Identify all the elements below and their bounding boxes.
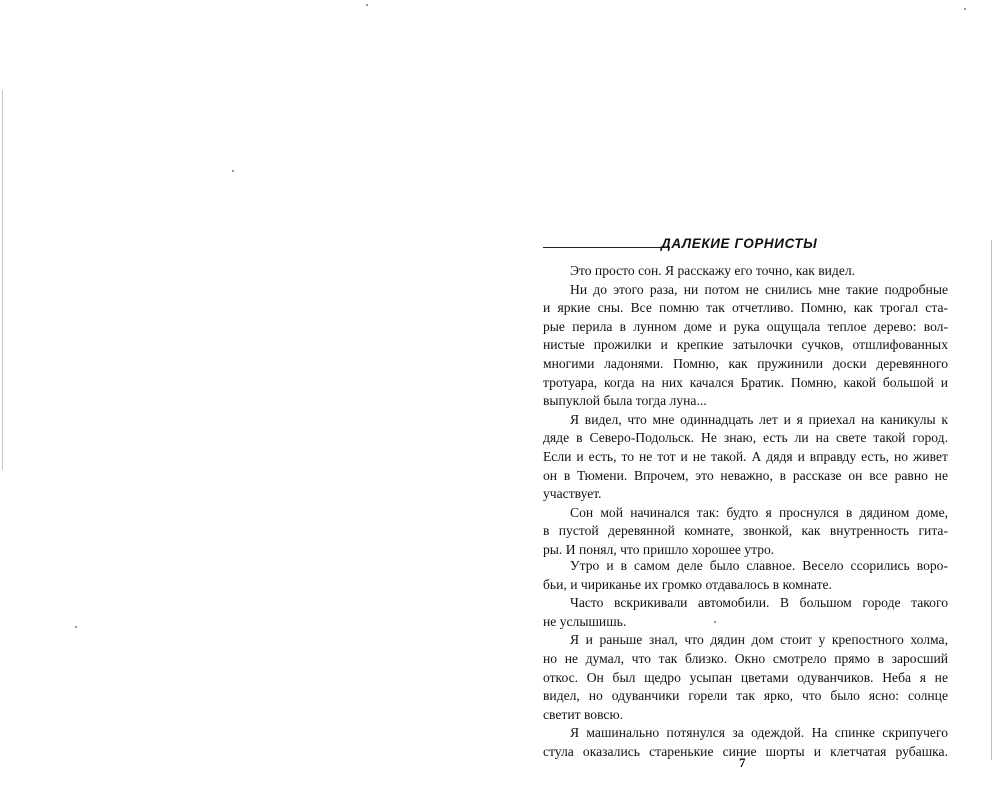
header-rule	[543, 247, 661, 248]
text-line: Я и раньше знал, что дядин дом стоит у крепостного холма,	[570, 632, 948, 648]
text-block-2	[543, 557, 948, 762]
text-line: светит вовсю.	[543, 706, 624, 722]
scan-speck	[964, 8, 966, 10]
text-line: Если и есть, то не тот и не такой. А дядя и вправду есть, но живет	[543, 448, 948, 464]
text-line: откос. Он был щедро усыпан цветами одуванчиков. Неба я не	[543, 669, 948, 685]
text-line: в пустой деревянной комнате, звонкой, как внутренность гита-	[543, 523, 948, 539]
text-line: многими ладонями. Помню, как пружинили доски деревянного	[543, 355, 948, 371]
text-line: нистые прожилки и крепкие затылочки сучков, отшлифованных	[543, 337, 948, 353]
text-line: Утро и в самом деле было славное. Весело ссорились воро-	[570, 558, 948, 573]
text-line: ры. И понял, что пришло хорошее утро.	[543, 541, 775, 557]
text-line: но не думал, что так близко. Окно смотрело прямо в заросший	[543, 650, 948, 666]
scan-speck	[366, 4, 368, 6]
left-page	[0, 0, 497, 800]
right-page-edge	[991, 240, 992, 760]
text-line: тротуара, когда на них качался Братик. Помню, какой большой и	[543, 374, 948, 390]
text-line: выпуклой была тогда луна...	[543, 393, 707, 409]
text-line: стула оказались старенькие синие шорты и клетчатая рубашка.	[543, 743, 948, 759]
left-page-edge	[2, 90, 3, 470]
text-line: Я видел, что мне одиннадцать лет и я приехал на каникулы к	[570, 411, 948, 427]
text-line: Это просто сон. Я расскажу его точно, как видел.	[570, 263, 856, 278]
text-line: видел, но одуванчики горели так ярко, что было ясно: солнце	[543, 688, 948, 704]
text-line: Сон мой начинался так: будто я проснулся в дядином доме,	[570, 504, 948, 520]
text-line: Ни до этого раза, ни потом не снились мне такие подробные	[570, 281, 948, 297]
scan-speck	[75, 626, 77, 628]
text-line: не услышишь.	[543, 613, 627, 629]
text-line: и яркие сны. Все помню так отчетливо. Помню, как трогал ста-	[543, 300, 948, 316]
text-line: Часто вскрикивали автомобили. В большом городе такого	[570, 595, 948, 611]
page-number: 7	[739, 755, 746, 770]
text-line: рые перила в лунном доме и рука ощущала теплое дерево: вол-	[543, 318, 948, 334]
running-header	[543, 235, 948, 255]
text-line: бьи, и чириканье их громко отдавалось в комнате.	[543, 576, 832, 592]
chapter-title: ДАЛЕКИЕ ГОРНИСТЫ	[661, 236, 818, 251]
text-line: он в Тюмени. Впрочем, это неважно, в рассказе он все равно не	[543, 467, 948, 483]
text-line: участвует.	[543, 486, 602, 502]
text-block-1	[543, 262, 948, 560]
scan-speck	[232, 170, 234, 172]
text-line: дяде в Северо-Подольск. Не знаю, есть ли на свете такой город.	[543, 430, 948, 446]
text-line: Я машинально потянулся за одеждой. На спинке скрипучего	[570, 725, 948, 741]
